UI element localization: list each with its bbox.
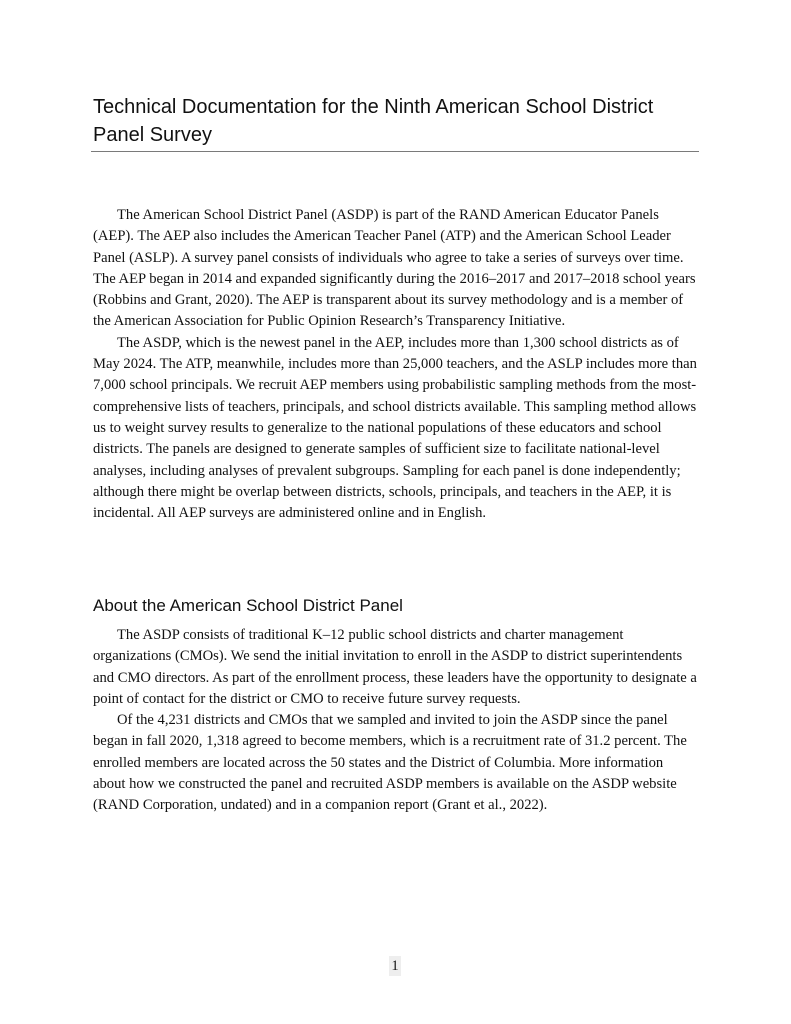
- document-title: Technical Documentation for the Ninth American School District Panel Survey: [93, 96, 654, 146]
- paragraph: The American School District Panel (ASDP) is part of the RAND American Educator Panels (AEP). The AEP also includes the American Teacher Panel (ATP) and the American School Leader Panel (ASLP). A survey panel consists of individuals who agree to take a series of surveys over time. The AEP began in 2014 and expanded significantly during the 2016–2017 and 2017–2018 school years (Robbins and Grant, 2020). The AEP is transparent about its survey methodology and is a member of the American Association for Public Opinion Research’s Transparency Initiative.: [93, 207, 696, 330]
- paragraph: The ASDP, which is the newest panel in the AEP, includes more than 1,300 school districts as of May 2024. The ATP, meanwhile, includes more than 25,000 teachers, and the ASLP includes more than 7,000 school principals. We recruit AEP members using probabilistic sampling methods from the most-comprehensive lists of teachers, principals, and school districts available. This sampling method allows us to weight survey results to generalize to the national populations of these educators and school districts. The panels are designed to generate samples of sufficient size to facilitate national-level analyses, including analyses of prevalent subgroups. Sampling for each panel is done independently; although there might be overlap between districts, schools, principals, and teachers in the AEP, it is incidental. All AEP surveys are administered online and in English.: [93, 334, 697, 522]
- intro-section: [93, 205, 697, 524]
- title-divider: [91, 151, 699, 152]
- paragraph: Of the 4,231 districts and CMOs that we sampled and invited to join the ASDP since the panel began in fall 2020, 1,318 agreed to become members, which is a recruitment rate of 31.2 percent. The enrolled members are located across the 50 states and the District of Columbia. More information about how we constructed the panel and recruited ASDP members is available on the ASDP website (RAND Corporation, undated) and in a companion report (Grant et al., 2022).: [93, 712, 687, 814]
- about-section: [93, 625, 697, 817]
- section-heading: About the American School District Panel: [93, 596, 403, 615]
- paragraph: The ASDP consists of traditional K–12 public school districts and charter management organizations (CMOs). We send the initial invitation to enroll in the ASDP to district superintendents and CMO directors. As part of the enrollment process, these leaders have the opportunity to designate a point of contact for the district or CMO to receive future survey requests.: [93, 627, 697, 707]
- page-number: 1: [389, 956, 401, 976]
